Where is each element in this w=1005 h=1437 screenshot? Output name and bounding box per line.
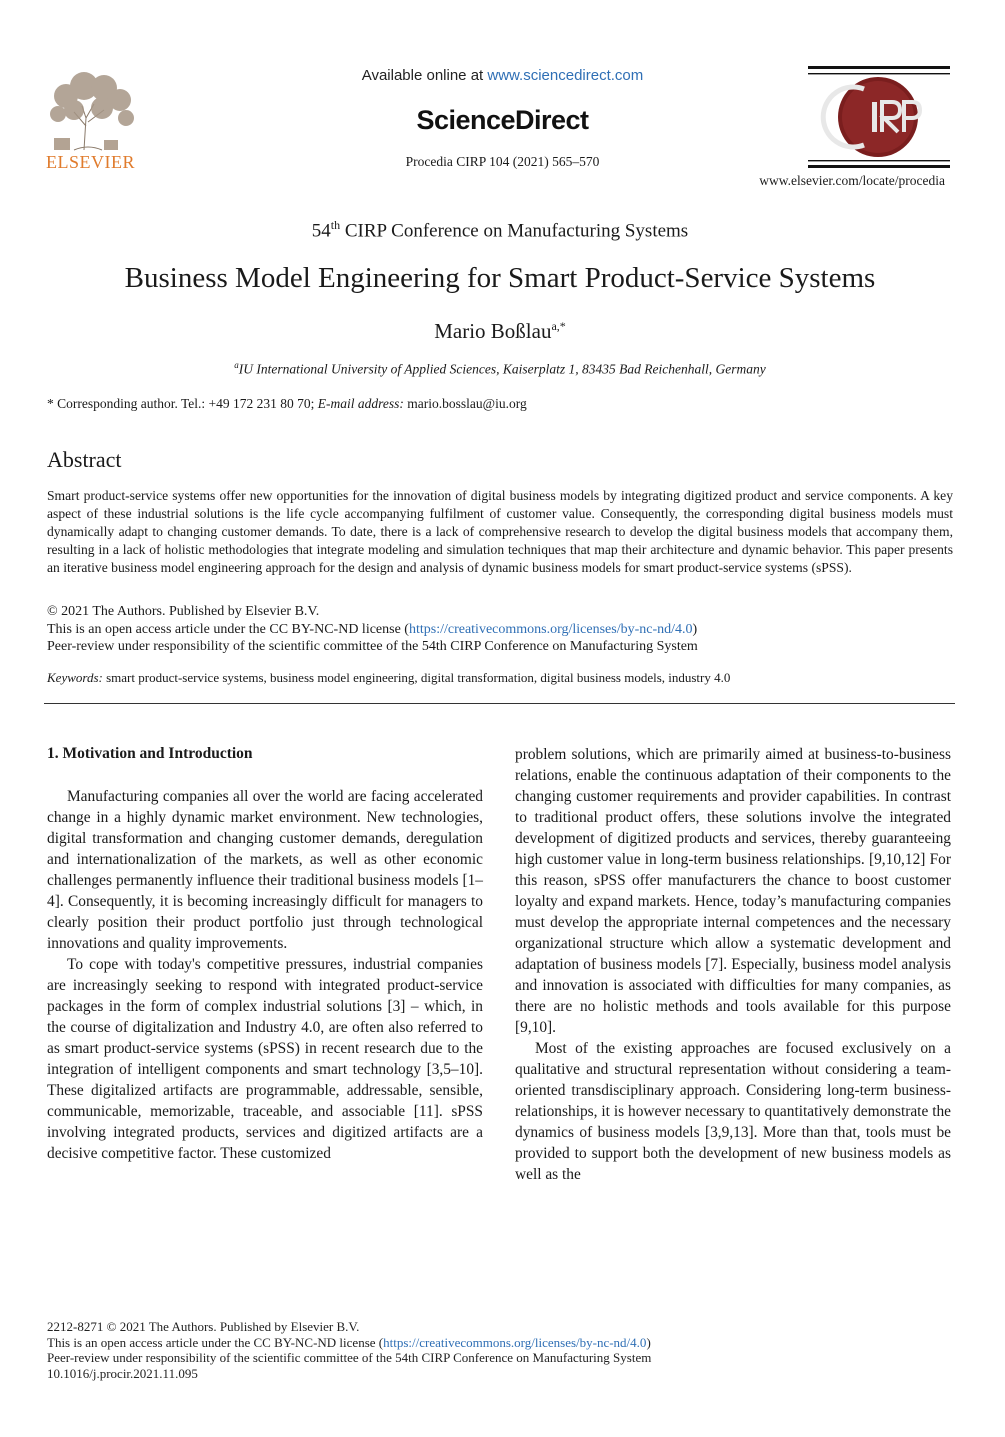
conference-name (0, 218, 1000, 242)
sciencedirect-wordmark: ScienceDirect (416, 105, 589, 135)
license-link[interactable]: https://creativecommons.org/licenses/by-nc-nd/4.0 (408, 621, 693, 637)
paper-title: Business Model Engineering for Smart Product-Service Systems (124, 262, 876, 294)
issn-line: 2212-8271 © 2021 The Authors. Published by Elsevier B.V. (47, 1319, 360, 1334)
author (0, 319, 1000, 344)
footer (47, 1319, 651, 1381)
footer-open-access-prefix: This is an open access article under the CC BY-NC-ND license ( (47, 1334, 384, 1350)
affiliation-text: IU International University of Applied Sciences, Kaiserplatz 1, 83435 Bad Reichenhall, Germany (238, 361, 766, 377)
abstract-heading: Abstract (47, 447, 122, 472)
open-access-prefix: This is an open access article under the CC BY-NC-ND license ( (47, 621, 409, 637)
conference-title: CIRP Conference on Manufacturing Systems (340, 220, 689, 242)
footer-open-access-line (47, 1335, 651, 1351)
doi-line[interactable]: 10.1016/j.procir.2021.11.095 (47, 1365, 198, 1381)
section-heading: 1. Motivation and Introduction (47, 745, 253, 762)
author-marks: a,* (551, 319, 566, 333)
copyright-line: © 2021 The Authors. Published by Elsevier B.V. (47, 604, 320, 619)
corresponding-prefix: * Corresponding author. Tel.: +49 172 231 80 70; (47, 396, 318, 411)
affiliation (0, 360, 1000, 378)
open-access-line (47, 621, 698, 639)
cirp-logo (806, 64, 952, 172)
license-block (47, 603, 698, 656)
cirp-logo-icon (806, 64, 952, 172)
keywords-label: Keywords: (47, 670, 103, 685)
right-column (515, 744, 951, 1185)
email-address[interactable]: mario.bosslau@iu.org (403, 396, 527, 411)
separator-rule (44, 703, 955, 704)
author-name: Mario Boßlau (434, 319, 552, 343)
locate-url[interactable]: www.elsevier.com/locate/procedia (759, 173, 945, 188)
paragraph: To cope with today's competitive pressures, industrial companies are increasingly seeking to respond with integrated product-service packages in the form of complex industrial solutions [3] – which, in the course of digitalization and Industry 4.0, are often also referred to as smart product-service systems (sPSS) in recent research due to the integration of intelligent components and smart technology [3,5–10]. These digitalized artifacts are programmable, addressable, sensible, communicable, memorizable, traceable, and associable [11]. sPSS involving integrated products, services and digitized artifacts are a decisive competitive factor. These customized (47, 956, 483, 1162)
keywords (47, 670, 730, 686)
open-access-suffix: ) (692, 621, 698, 637)
email-label: E-mail address: (317, 396, 404, 411)
sciencedirect-link[interactable]: www.sciencedirect.com (487, 67, 644, 84)
elsevier-wordmark: ELSEVIER (46, 152, 135, 172)
available-prefix: Available online at (361, 67, 488, 84)
peer-review-line: Peer-review under responsibility of the scientific committee of the 54th CIRP Conference on Manufacturing System (47, 639, 698, 655)
affiliation-mark: a (234, 360, 239, 370)
abstract-text: Smart product-service systems offer new opportunities for the innovation of digital business models by integrating digitized product and service components. A key aspect of these industrial solutions is the life cycle accompanying fulfilment of customer value. Consequently, the corresponding digital business models must dynamically adapt to changing customer demands. To date, there is a lack of comprehensive research to develop the digital business models that accompany them, resulting in a lack of holistic methodologies that integrate modeling and simulation techniques that map their architecture and dynamic behavior. This paper presents an iterative business model engineering approach for the design and analysis of dynamic business models for smart product-service systems (sPSS). (47, 488, 953, 576)
left-column (47, 786, 483, 1164)
paragraph: Most of the existing approaches are focused exclusively on a qualitative and structural representation without considering a team-oriented transdisciplinary approach. Considering long-term business-relationships, it is however necessary to quantitatively demonstrate the dynamics of business models [3,9,13]. More than that, tools must be provided to support both the development of new business models as well as the (515, 1040, 951, 1183)
conference-number: 54 (311, 220, 331, 242)
footer-peer-review-line: Peer-review under responsibility of the scientific committee of the 54th CIRP Conference on Manufacturing System (47, 1350, 652, 1366)
paragraph: Manufacturing companies all over the world are facing accelerated change in a highly dynamic market environment. New technologies, digital transformation and changing customer demands, deregulation and internationalization of the markets, as well as other economic challenges permanently influence their traditional business models [1–4]. Consequently, it is becoming increasingly difficult for managers to clearly position their product portfolio just through technological innovations and quality improvements. (47, 788, 483, 952)
keywords-text: smart product-service systems, business model engineering, digital transformation, digital business models, industry 4.0 (102, 670, 731, 685)
footer-open-access-suffix: ) (646, 1334, 651, 1350)
paragraph: problem solutions, which are primarily aimed at business-to-business relations, enable the continuous adaptation of their components to the changing customer requirements and provider capabilities. In contrast to traditional product offers, these solutions involve the integrated development of digitized products and services, thereby guaranteeing high customer value in long-term business relationships. [9,10,12] For this reason, sPSS offer manufacturers the chance to boost customer loyalty and expand markets. Hence, today’s manufacturing companies must develop the appropriate internal competences and the necessary organizational structure which allow a systematic development and adaptation of business models [7]. Especially, business model analysis and innovation is associated with difficulties for many companies, as there are no holistic methods and tools available for this purpose [9,10]. (515, 746, 951, 1036)
journal-reference: Procedia CIRP 104 (2021) 565–570 (405, 154, 600, 169)
corresponding-author (47, 396, 527, 412)
conference-suffix: th (330, 218, 341, 232)
footer-license-link[interactable]: https://creativecommons.org/licenses/by-nc-nd/4.0 (383, 1334, 647, 1350)
